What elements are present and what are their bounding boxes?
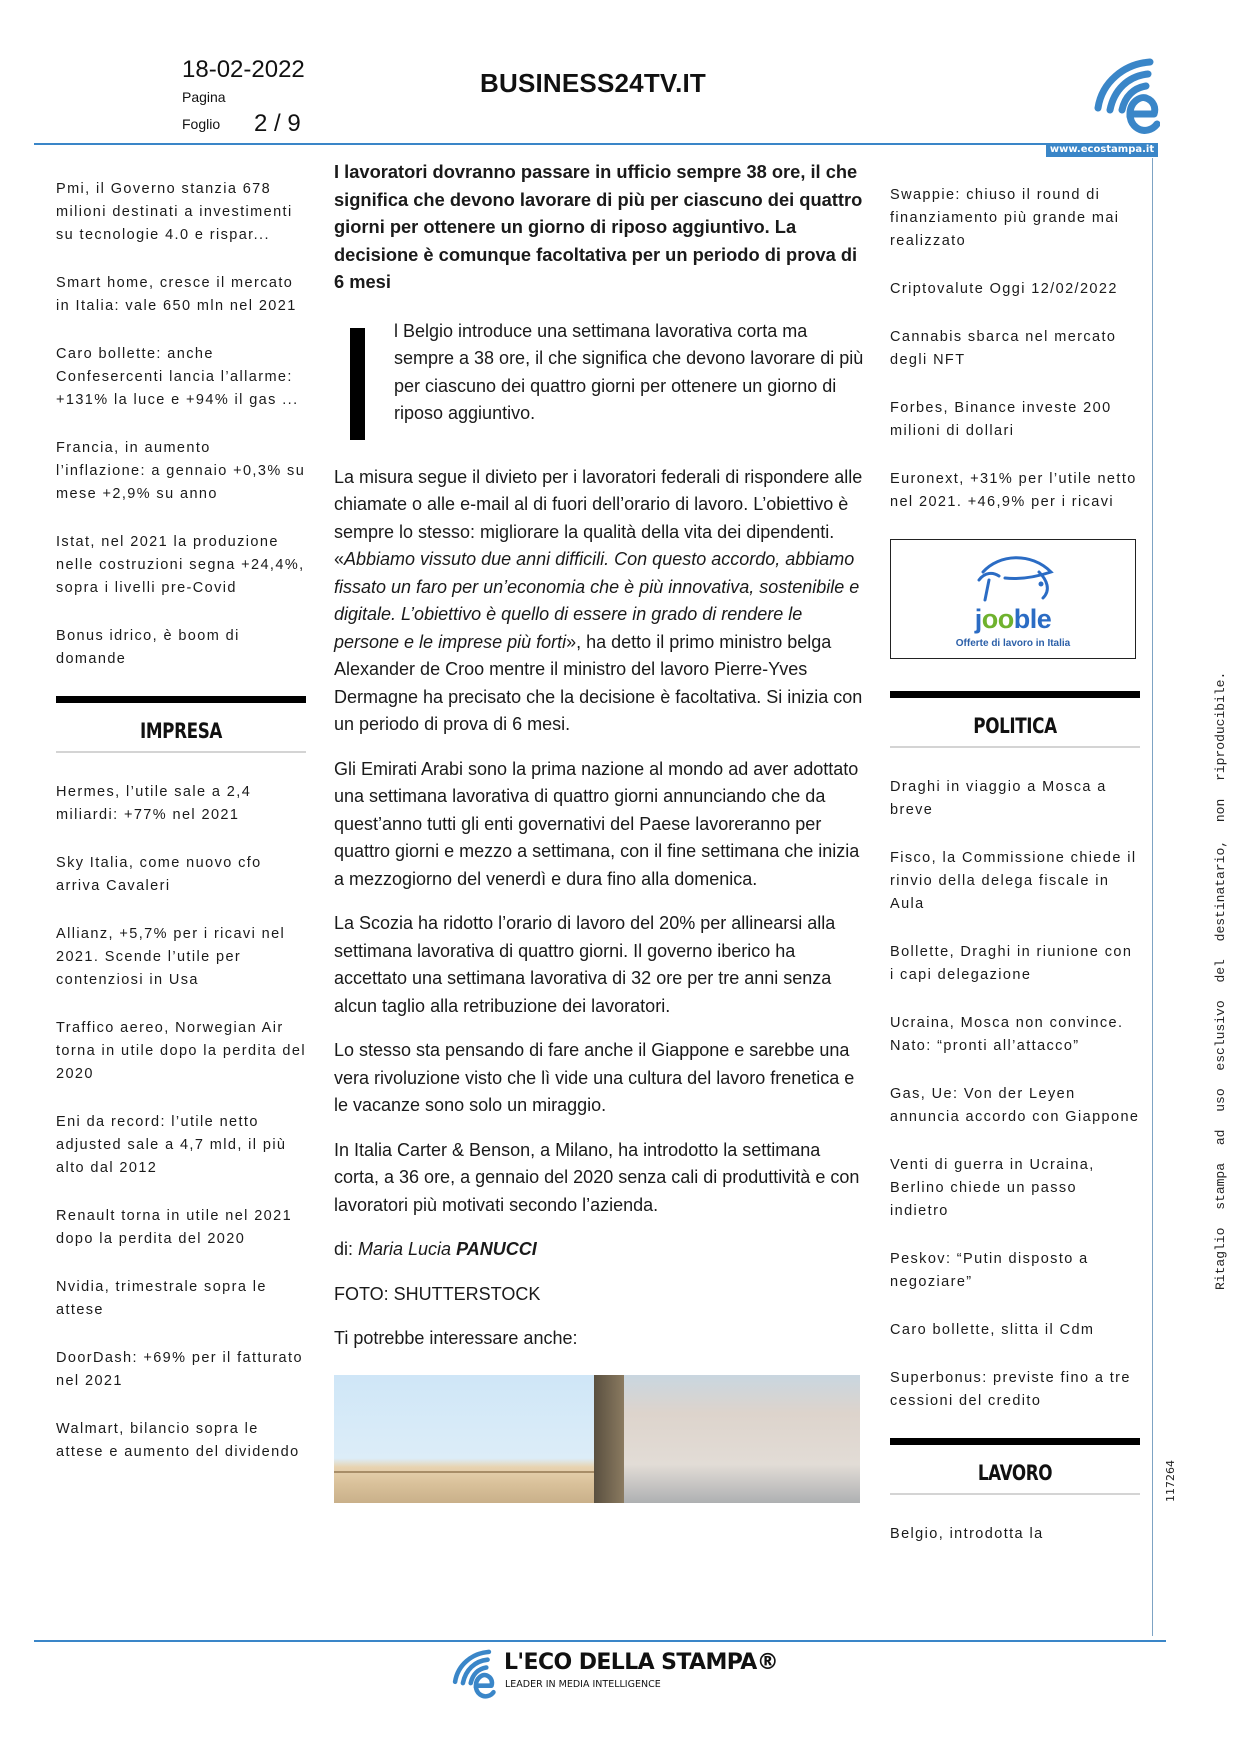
foglio-label: Foglio [182,116,221,132]
footer-tagline: LEADER IN MEDIA INTELLIGENCE [505,1679,661,1690]
section-rule [56,751,306,753]
news-link[interactable]: Istat, nel 2021 la produzione nelle costruzioni segna +24,4%, sopra i livelli pre-Covid [56,534,305,596]
news-list-impresa [56,781,306,1464]
news-link[interactable]: Venti di guerra in Ucraina, Berlino chiede un passo indietro [890,1157,1095,1219]
clipping-date: 18-02-2022 [182,56,305,83]
news-link[interactable]: Caro bollette: anche Confesercenti lancia l’allarme: +131% la luce e +94% il gas ... [56,346,299,408]
news-link[interactable]: Criptovalute Oggi 12/02/2022 [890,281,1118,297]
eco-della-stampa-logo-icon [1088,56,1160,136]
news-link[interactable]: Pmi, il Governo stanzia 678 milioni destinati a investimenti su tecnologie 4.0 e rispar... [56,181,293,243]
news-link[interactable]: Fisco, la Commissione chiede il rinvio della delega fiscale in Aula [890,850,1137,912]
header-divider [34,143,1056,145]
jooble-wordmark [891,604,1135,635]
eco-della-stampa-icon [446,1648,498,1700]
quote-text: Abbiamo vissuto due anni difficili. Con questo accordo, abbiamo fissato un faro per un’economia che è più innovativa, sostenibile e digitale. L’obiettivo è quello di essere in grado di rendere le persone e le imprese più forti [334,549,860,652]
article-paragraph [334,464,864,739]
article-paragraph: In Italia Carter & Benson, a Milano, ha introdotto la settimana corta, a 36 ore, a gennaio del 2020 senza cali di produttività e con lavoratori più motivati secondo l’azienda. [334,1139,860,1215]
author-name: Maria Lucia [358,1239,452,1259]
news-list-top-right [890,184,1140,514]
clipping-code: 117264 [1164,1460,1177,1502]
byline-prefix: di: [334,1239,359,1259]
footer-logo [446,1646,779,1702]
news-link[interactable]: Belgio, introdotta la [890,1526,1044,1542]
copyright-note: Ritaglio stampa ad uso esclusivo del destinatario, non riproducibile. [1213,671,1228,1290]
news-link[interactable]: Draghi in viaggio a Mosca a breve [890,779,1107,818]
news-link[interactable]: Sky Italia, come nuovo cfo arriva Cavaleri [56,855,262,894]
news-list-top [56,178,306,671]
jooble-fish-icon [969,550,1059,606]
news-link[interactable]: DoorDash: +69% per il fatturato nel 2021 [56,1350,303,1389]
article-paragraph: Lo stesso sta pensando di fare anche il Giappone e sarebbe una vera rivoluzione visto che lì vide una cultura del lavoro frenetica e le vacanze sono solo un miraggio. [334,1040,855,1115]
news-link[interactable]: Cannabis sbarca nel mercato degli NFT [890,329,1117,368]
news-link[interactable]: Bonus idrico, è boom di domande [56,628,240,667]
news-link[interactable]: Ucraina, Mosca non convince. Nato: “pronti all’attacco” [890,1015,1124,1054]
jooble-letters-ble: ble [1013,604,1052,634]
news-link[interactable]: Hermes, l’utile sale a 2,4 miliardi: +77% nel 2021 [56,784,252,823]
news-link[interactable]: Francia, in aumento l’inflazione: a gennaio +0,3% su mese +2,9% su anno [56,440,306,502]
photo-credit: FOTO: SHUTTERSTOCK [334,1283,541,1304]
dropcap-letter [350,328,365,440]
news-link[interactable]: Nvidia, trimestrale sopra le attese [56,1279,267,1318]
jooble-letters-oo: oo [981,604,1014,634]
jooble-ad[interactable] [890,539,1136,659]
news-link[interactable]: Walmart, bilancio sopra le attese e aumento del dividendo [56,1421,300,1460]
section-title-lavoro[interactable]: LAVORO [977,1461,1053,1485]
news-link[interactable]: Swappie: chiuso il round di finanziamento più grande mai realizzato [890,187,1120,249]
sheet-number: 2 / 9 [254,110,301,137]
article [334,158,864,1503]
related-photo-building[interactable] [334,1375,594,1503]
news-link[interactable]: Smart home, cresce il mercato in Italia: vale 650 mln nel 2021 [56,275,297,314]
related-label: Ti potrebbe interessare anche: [334,1328,578,1348]
news-link[interactable]: Allianz, +5,7% per i ricavi nel 2021. Scende l’utile per contenziosi in Usa [56,926,286,988]
article-paragraph: Gli Emirati Arabi sono la prima nazione al mondo ad aver adottato una settimana lavorativa di quattro giorni annunciando che da quest’anno tutti gli enti governativi del Paese lavoreranno per quattro giorni e mezzo a settimana, con il fine settimana che inizia a mezzogiorno del venerdì e dura fino alla domenica. [334,758,860,889]
news-link[interactable]: Gas, Ue: Von der Leyen annuncia accordo con Giappone [890,1086,1140,1125]
dropcap-paragraph: l Belgio introduce una settimana lavorativa corta ma sempre a 38 ore, il che significa che devono lavorare di più per ciascuno dei quattro giorni per ottenere un giorno di riposo aggiuntivo. [394,320,864,423]
news-list-politica [890,776,1140,1413]
section-bar [890,1438,1140,1445]
jooble-letter-j: j [974,604,982,634]
right-sidebar [890,184,1140,1571]
article-lead: I lavoratori dovranno passare in ufficio sempre 38 ore, il che significa che devono lavorare di più per ciascuno dei quattro giorni per ottenere un giorno di riposo aggiuntivo. La decisione è comunque facoltativa per un periodo di prova di 6 mesi [334,161,863,292]
news-link[interactable]: Euronext, +31% per l’utile netto nel 2021. +46,9% per i ricavi [890,471,1137,510]
news-link[interactable]: Renault torna in utile nel 2021 dopo la perdita del 2020 [56,1208,293,1247]
related-photos [334,1375,860,1503]
article-paragraph: La Scozia ha ridotto l’orario di lavoro del 20% per allinearsi alla settimana lavorativa di quattro giorni. Il governo iberico ha accettato una settimana lavorativa di 32 ore per tre anni senza alcun taglio alla retribuzione dei lavoratori. [334,913,836,1016]
paragraph-text: », ha detto il primo ministro belga Alexander de Croo mentre il ministro del lavoro Pierre-Yves Dermagne ha precisato che la decisione è facoltativa. Si inizia con un periodo di prova di 6 mesi. [334,631,863,734]
related-photo-palm[interactable] [594,1375,860,1503]
news-link[interactable]: Traffico aereo, Norwegian Air torna in utile dopo la perdita del 2020 [56,1020,306,1082]
publication-title: BUSINESS24TV.IT [480,68,707,98]
section-bar [56,696,306,703]
footer-divider [34,1640,1166,1642]
section-title-impresa[interactable]: IMPRESA [140,719,222,743]
right-margin-line [1152,158,1153,1636]
section-bar [890,691,1140,698]
news-link[interactable]: Peskov: “Putin disposto a negoziare” [890,1251,1089,1290]
dropcap-block [334,318,864,438]
news-link[interactable]: Bollette, Draghi in riunione con i capi delegazione [890,944,1133,983]
news-link[interactable]: Eni da record: l’utile netto adjusted sale a 4,7 mld, il più alto dal 2012 [56,1114,287,1176]
ecostampa-link[interactable]: www.ecostampa.it [1046,143,1158,157]
author-surname: PANUCCI [456,1239,537,1259]
news-list-lavoro [890,1523,1140,1546]
section-rule [890,1493,1140,1495]
footer-brand: L'ECO DELLA STAMPA® [504,1650,779,1675]
paragraph-text: La misura segue il divieto per i lavoratori federali di rispondere alle chiamate o alle e-mail al di fuori dell’orario di lavoro. L’obiettivo è sempre lo stesso: migliorare la qualità della vita dei dipendenti. « [334,466,863,569]
news-link[interactable]: Superbonus: previste fino a tre cessioni del credito [890,1370,1131,1409]
jooble-tagline: Offerte di lavoro in Italia [955,638,1071,649]
photo-detail [334,1471,594,1473]
section-rule [890,746,1140,748]
byline [334,1236,864,1264]
pagina-label: Pagina [182,89,226,105]
section-title-politica[interactable]: POLITICA [973,714,1057,738]
news-link[interactable]: Forbes, Binance investe 200 milioni di dollari [890,400,1112,439]
left-sidebar [56,178,306,1489]
photo-detail [594,1375,624,1503]
news-link[interactable]: Caro bollette, slitta il Cdm [890,1322,1095,1338]
